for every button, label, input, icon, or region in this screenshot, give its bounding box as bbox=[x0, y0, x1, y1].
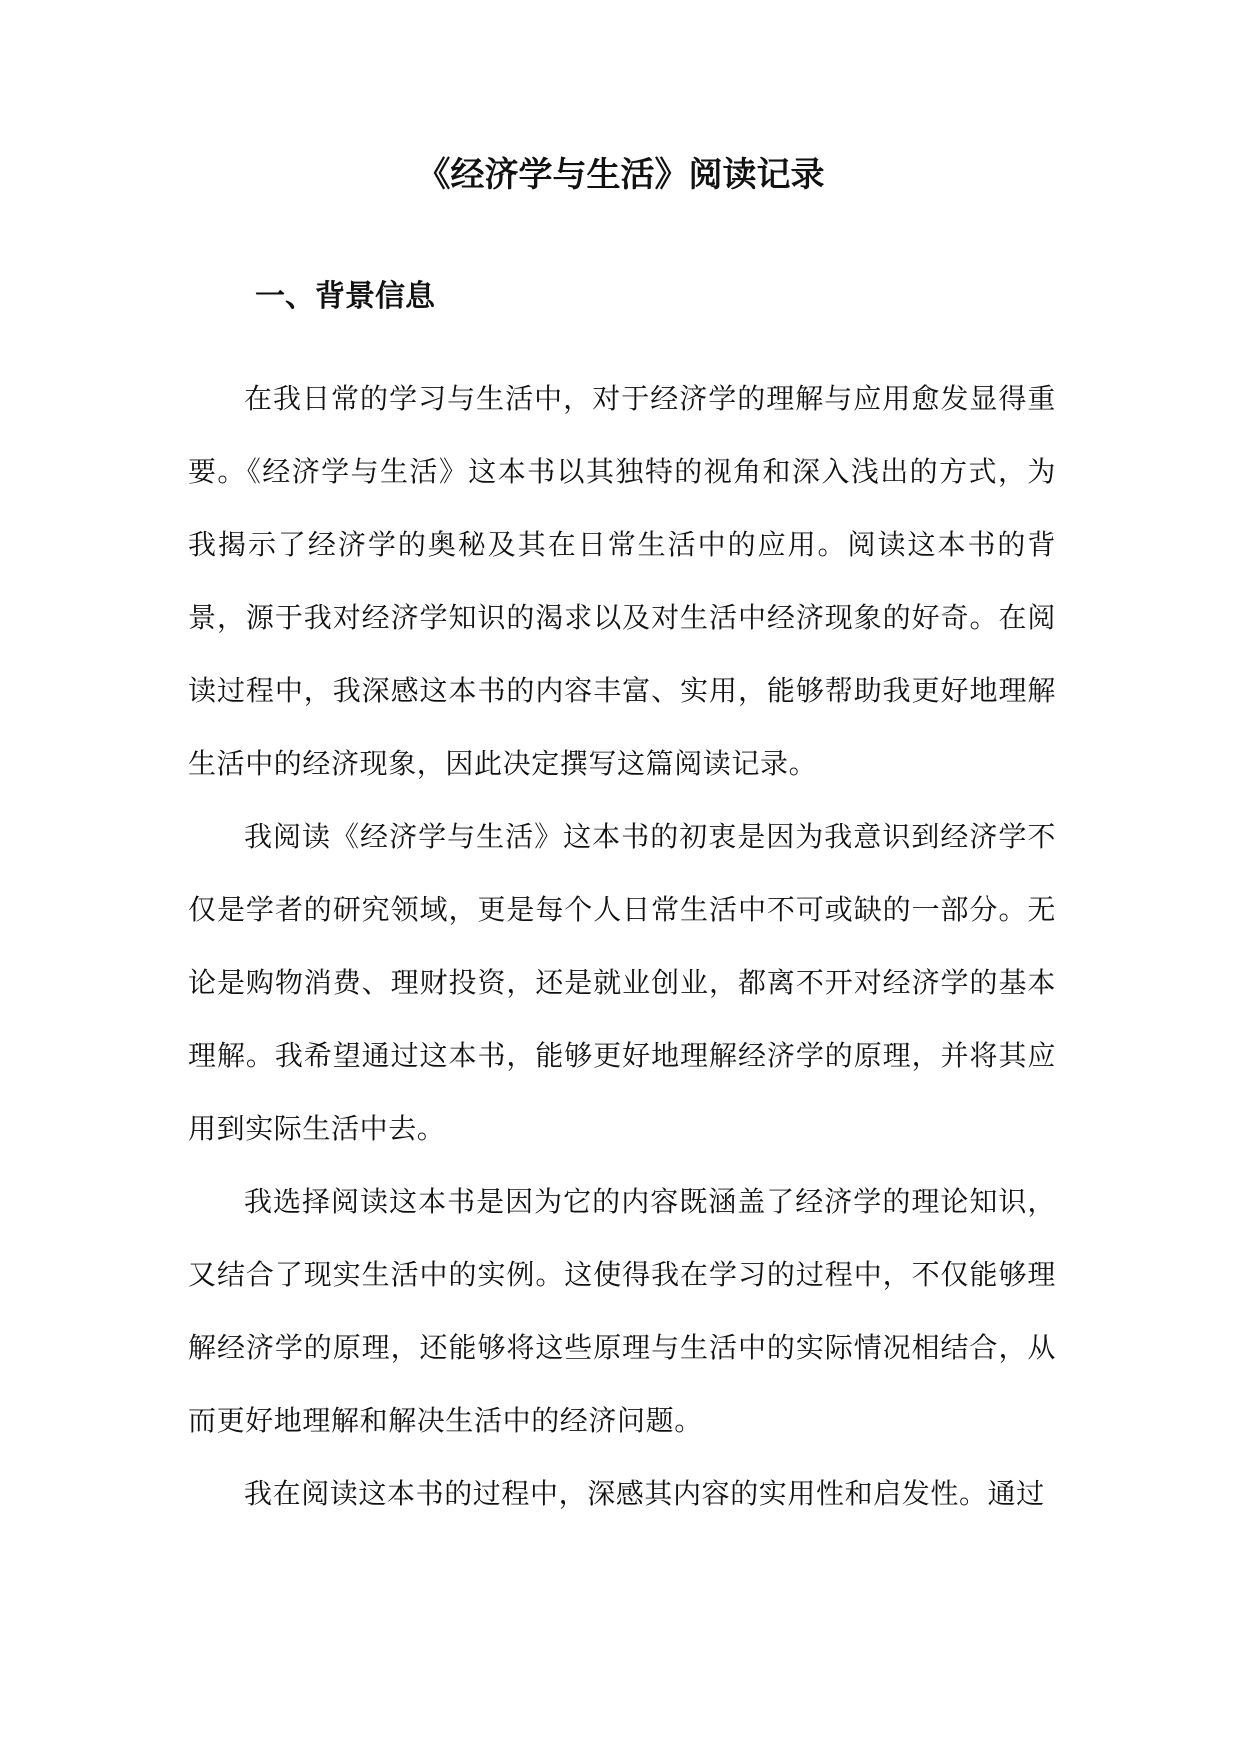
paragraph: 我选择阅读这本书是因为它的内容既涵盖了经济学的理论知识，又结合了现实生活中的实例。这使得我在学习的过程中，不仅能够理解经济学的原理，还能够将这些原理与生活中的实际情况相结合，从而更好地理解和解决生活中的经济问题。 bbox=[188, 1185, 1056, 1437]
paragraph: 在我日常的学习与生活中，对于经济学的理解与应用愈发显得重要。《经济学与生活》这本书以其独特的视角和深入浅出的方式，为我揭示了经济学的奥秘及其在日常生活中的应用。阅读这本书的背景，源于我对经济学知识的渴求以及对生活中经济现象的好奇。在阅读过程中，我深感这本书的内容丰富、实用，能够帮助我更好地理解生活中的经济现象，因此决定撰写这篇阅读记录。 bbox=[188, 382, 1056, 780]
section-heading: 一、背景信息 bbox=[255, 279, 435, 314]
document-title: 《经济学与生活》阅读记录 bbox=[416, 155, 825, 195]
paragraph: 我阅读《经济学与生活》这本书的初衷是因为我意识到经济学不仅是学者的研究领域，更是每个人日常生活中不可或缺的一部分。无论是购物消费、理财投资，还是就业创业，都离不开对经济学的基本理解。我希望通过这本书，能够更好地理解经济学的原理，并将其应用到实际生活中去。 bbox=[188, 820, 1056, 1145]
body-text bbox=[188, 362, 1056, 1530]
paragraph: 我在阅读这本书的过程中，深感其内容的实用性和启发性。通过 bbox=[244, 1477, 1045, 1510]
